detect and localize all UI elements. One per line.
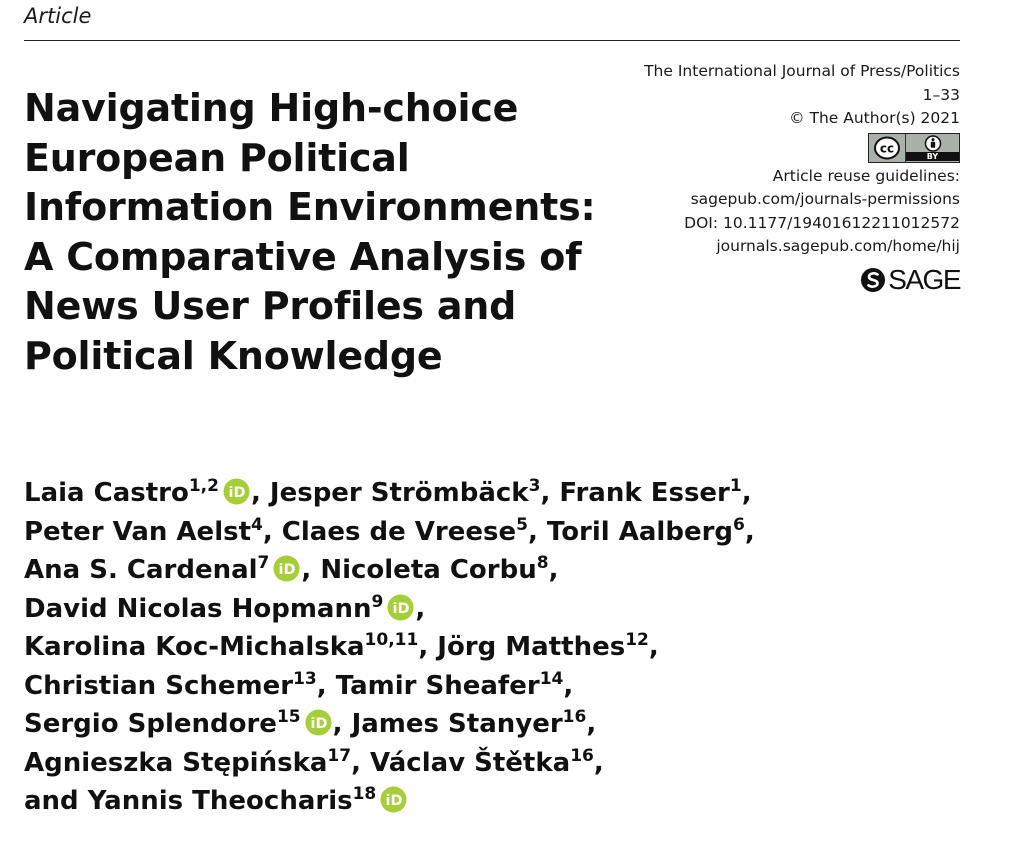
svg-text:iD: iD: [310, 715, 328, 732]
author-affiliation: 16: [570, 745, 594, 766]
author-entry: [24, 709, 352, 739]
svg-text:iD: iD: [228, 484, 246, 501]
author-affiliation: 3: [528, 476, 541, 496]
journal-metadata: [560, 60, 960, 300]
separator: ,: [301, 555, 321, 585]
author-line: [24, 590, 964, 629]
author-affiliation: 13: [293, 668, 317, 689]
author-entry: [24, 591, 426, 624]
author-name: Frank Esser: [559, 478, 730, 508]
separator: ,: [316, 670, 336, 701]
author-affiliation: 6: [733, 514, 745, 535]
author-affiliation: 1,2: [188, 476, 219, 496]
title-line: Political Knowledge: [24, 333, 443, 378]
author-affiliation: 14: [539, 668, 564, 689]
author-name: Ana S. Cardenal: [24, 555, 258, 585]
separator: ,: [332, 709, 352, 739]
author-list: [24, 474, 964, 821]
author-name: Sergio Splendore: [24, 709, 277, 739]
author-entry: [24, 668, 336, 701]
author-line: [24, 782, 964, 821]
separator: ,: [527, 516, 547, 547]
author-name: Toril Aalberg: [546, 516, 734, 547]
author-line: [24, 705, 964, 744]
journal-name: The International Journal of Press/Politics: [644, 62, 960, 80]
author-line: [24, 513, 964, 552]
separator: ,: [548, 555, 559, 585]
author-name: and Yannis Theocharis: [24, 786, 353, 816]
sage-logo: [860, 265, 960, 295]
author-entry: [352, 709, 597, 739]
author-name: Peter Van Aelst: [24, 516, 252, 547]
author-line: [24, 667, 964, 706]
author-entry: [24, 514, 282, 547]
journal-homepage-link[interactable]: journals.sagepub.com/home/hij: [716, 237, 960, 255]
author-name: Jesper Strömbäck: [269, 478, 529, 508]
author-entry: [335, 668, 574, 701]
separator: ,: [250, 478, 270, 508]
author-affiliation: 5: [516, 514, 528, 535]
separator: ,: [741, 478, 752, 508]
separator: ,: [593, 747, 604, 778]
author-name: David Nicolas Hopmann: [24, 593, 372, 624]
author-affiliation: 15: [276, 707, 301, 727]
article-title: [24, 84, 624, 381]
author-entry: [370, 745, 604, 778]
author-entry: [320, 555, 558, 585]
author-entry: [24, 745, 371, 778]
author-name: Václav Štětka: [370, 747, 571, 778]
orcid-icon[interactable]: [380, 786, 407, 813]
author-entry: [270, 478, 559, 508]
author-name: Claes de Vreese: [281, 516, 517, 547]
author-affiliation: 1: [729, 476, 742, 496]
svg-text:iD: iD: [392, 600, 410, 617]
title-line: A Comparative Analysis of: [24, 234, 582, 279]
title-line: Information Environments:: [24, 185, 596, 229]
author-line: [24, 744, 964, 783]
author-affiliation: 4: [251, 514, 263, 535]
author-line: [24, 551, 964, 590]
author-entry: [546, 514, 755, 547]
page-range: 1–33: [922, 85, 960, 104]
author-name: Jörg Matthes: [437, 632, 626, 662]
separator: ,: [351, 747, 371, 778]
author-line: [24, 474, 964, 513]
reuse-guidelines-label: Article reuse guidelines:: [772, 166, 960, 185]
author-name: Nicoleta Corbu: [320, 555, 537, 585]
orcid-icon[interactable]: [387, 594, 414, 621]
author-entry: [24, 632, 437, 662]
separator: ,: [540, 478, 560, 508]
separator: ,: [586, 709, 597, 739]
title-line: Navigating High-choice: [24, 86, 519, 130]
separator: ,: [648, 632, 659, 662]
orcid-icon[interactable]: [305, 709, 332, 736]
author-entry: [24, 555, 320, 585]
article-label: Article: [24, 4, 92, 28]
author-line: [24, 628, 964, 667]
publisher-name: SAGE: [888, 263, 960, 295]
doi[interactable]: DOI: 10.1177/19401612211012572: [684, 213, 960, 232]
author-entry: [24, 786, 408, 816]
svg-text:cc: cc: [879, 141, 895, 155]
reuse-guidelines-link[interactable]: sagepub.com/journals-permissions: [690, 190, 960, 208]
author-name: James Stanyer: [351, 709, 563, 739]
author-affiliation: 8: [536, 553, 549, 573]
author-entry: [559, 478, 751, 508]
author-name: Karolina Koc-Michalska: [24, 632, 365, 662]
author-name: Tamir Sheafer: [335, 670, 540, 701]
author-entry: [24, 478, 270, 508]
author-affiliation: 18: [352, 784, 377, 804]
author-affiliation: 17: [327, 745, 352, 766]
author-affiliation: 9: [371, 591, 384, 612]
author-entry: [437, 632, 658, 662]
author-affiliation: 7: [257, 553, 270, 573]
svg-text:iD: iD: [385, 792, 403, 809]
separator: ,: [262, 516, 282, 547]
separator: ,: [563, 670, 574, 701]
sage-s-icon: [860, 267, 886, 293]
author-name: Christian Schemer: [24, 670, 294, 701]
title-line: News User Profiles and: [24, 284, 517, 328]
author-affiliation: 10,11: [364, 630, 419, 650]
title-line: European Political: [24, 135, 410, 180]
author-entry: [281, 514, 547, 547]
orcid-icon[interactable]: [273, 555, 300, 582]
top-rule: [24, 40, 960, 41]
orcid-icon[interactable]: [223, 478, 250, 505]
svg-text:iD: iD: [278, 561, 296, 578]
author-name: Agnieszka Stępińska: [24, 747, 328, 778]
separator: ,: [415, 593, 426, 624]
separator: ,: [744, 516, 755, 547]
cc-by-icon[interactable]: cc BY: [868, 133, 960, 163]
author-affiliation: 12: [625, 630, 649, 650]
author-affiliation: 16: [562, 707, 587, 727]
separator: ,: [418, 632, 438, 662]
author-name: Laia Castro: [24, 478, 189, 508]
copyright-notice: © The Author(s) 2021: [789, 109, 960, 127]
